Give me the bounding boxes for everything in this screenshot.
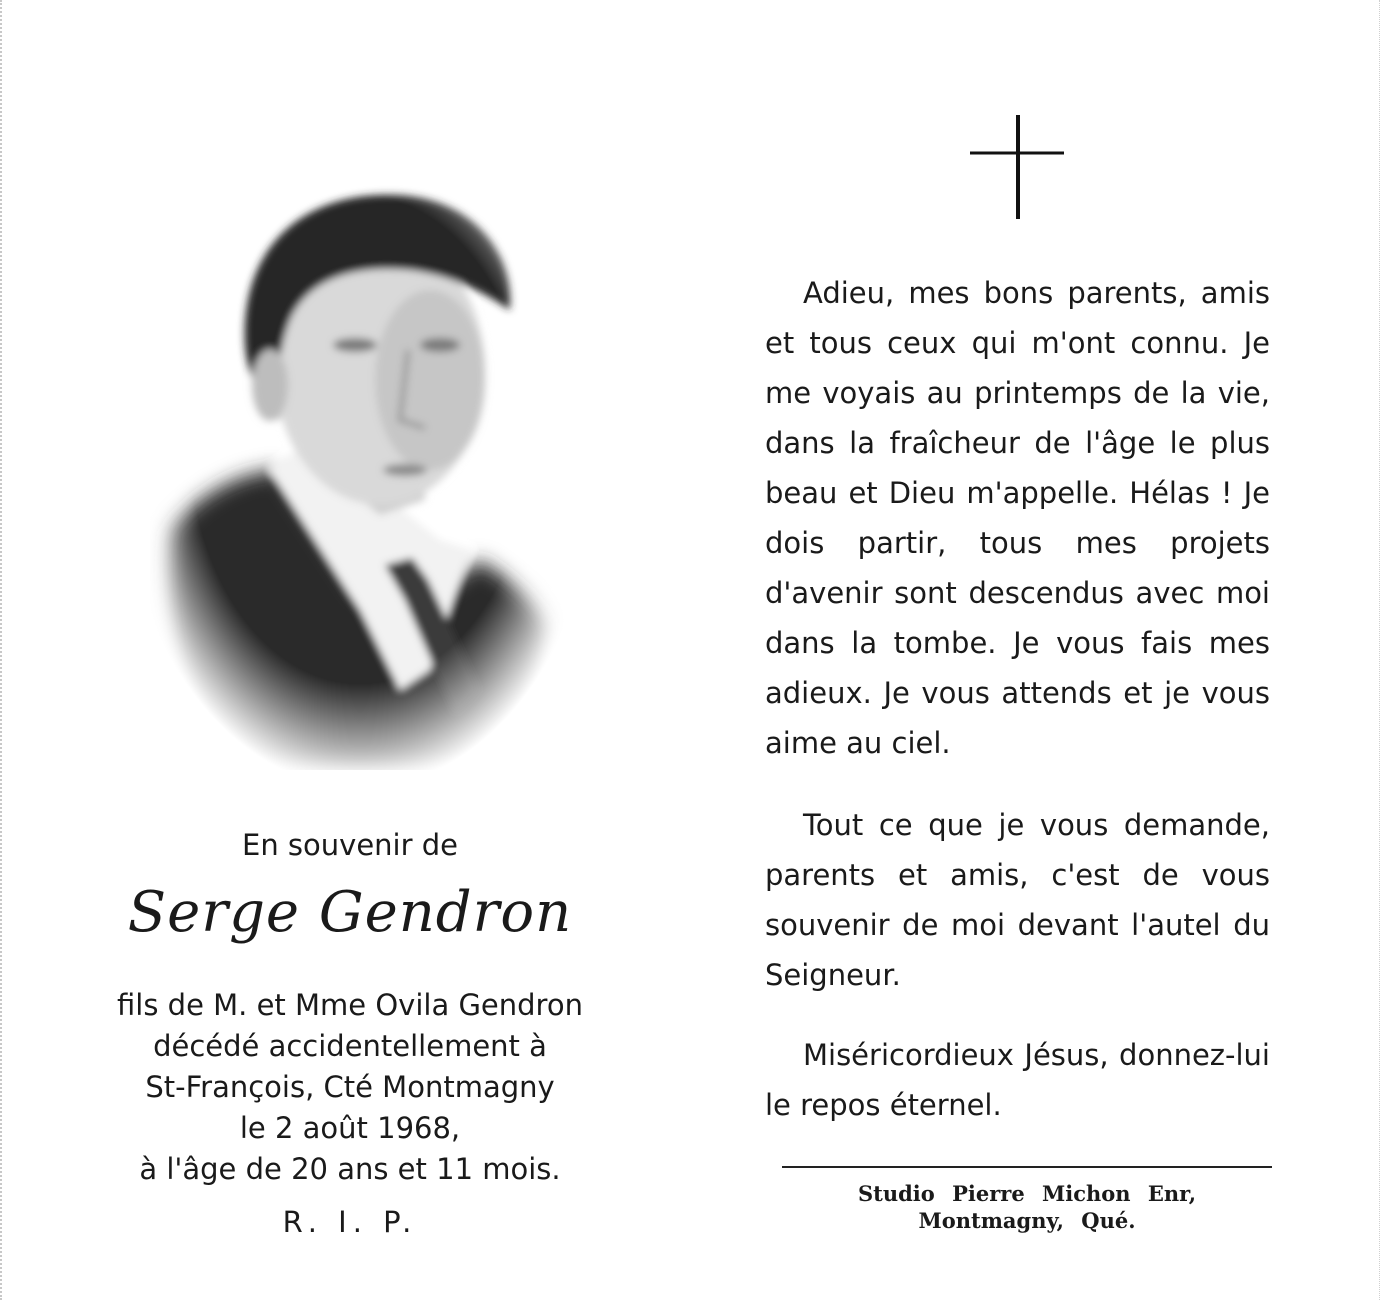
request-paragraph — [765, 800, 1270, 1000]
perforated-right-edge — [1375, 0, 1380, 1300]
studio-location: Montmagny, Qué. — [918, 1208, 1136, 1233]
farewell-paragraph — [765, 268, 1270, 768]
souvenir-heading: En souvenir de — [242, 828, 458, 862]
detail-line: décédé accidentellement à — [153, 1029, 547, 1063]
detail-line: le 2 août 1968, — [239, 1111, 461, 1145]
deceased-details — [60, 985, 640, 1190]
detail-line: à l'âge de 20 ans et 11 mois. — [139, 1152, 561, 1186]
prayer-paragraph — [765, 1030, 1270, 1130]
rip-text: R. I. P. — [282, 1205, 418, 1239]
perforated-left-edge — [0, 0, 8, 1300]
detail-line: fils de M. et Mme Ovila Gendron — [117, 988, 583, 1022]
detail-line: St-François, Cté Montmagny — [145, 1070, 555, 1104]
studio-name: Studio Pierre Michon Enr, — [857, 1181, 1197, 1206]
studio-credit — [782, 1180, 1272, 1234]
paragraph-text: Miséricordieux Jésus, donnez-lui le repos éternel. — [765, 1038, 1270, 1122]
deceased-name: Serge Gendron — [127, 880, 573, 945]
studio-divider — [782, 1166, 1272, 1168]
cross-icon — [970, 115, 1064, 219]
paragraph-text: Adieu, mes bons parents, amis et tous ceux qui m'ont connu. Je me voyais au printemps de la vie, dans la fraîcheur de l'âge le plus beau et Dieu m'appelle. Hélas ! Je dois partir, tous mes projets d'avenir sont descendus avec moi dans la tombe. Je vous fais mes adieux. Je vous attends et je vous aime au ciel. — [765, 276, 1270, 760]
portrait-photo — [150, 170, 570, 770]
paragraph-text: Tout ce que je vous demande, parents et amis, c'est de vous souvenir de moi devant l'autel du Seigneur. — [765, 808, 1270, 992]
